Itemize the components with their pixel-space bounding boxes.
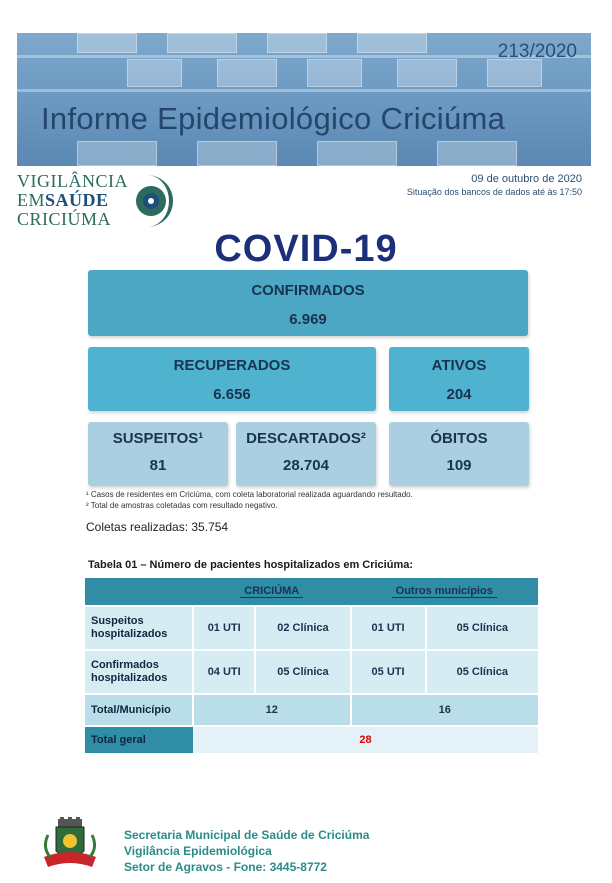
row-label-suspeitos: Suspeitos hospitalizados — [85, 606, 193, 650]
database-status: Situação dos bancos de dados até às 17:50 — [406, 187, 582, 197]
municipal-coat-of-arms-icon — [40, 817, 100, 873]
header-banner — [17, 33, 591, 166]
report-title: Informe Epidemiológico Criciúma — [41, 101, 506, 136]
edition-number: 213/2020 — [497, 41, 577, 62]
table-cell: 05 UTI — [351, 650, 426, 694]
header-criciuma: CRICIÚMA — [193, 578, 351, 606]
table-row-geral — [85, 726, 538, 754]
card-label: SUSPEITOS¹ — [112, 430, 204, 447]
footer-line-3: Setor de Agravos - Fone: 3445-8772 — [124, 860, 327, 874]
table-header-row — [85, 578, 538, 606]
table-title: Tabela 01 – Número de pacientes hospitalizados em Criciúma: — [88, 559, 414, 571]
footer-line-1: Secretaria Municipal de Saúde de Criciúma — [124, 828, 370, 842]
table-row — [85, 606, 538, 650]
table-row-total — [85, 694, 538, 726]
card-value: 28.704 — [283, 457, 329, 474]
footnote-2: ² Total de amostras coletadas com resultado negativo. — [86, 501, 278, 510]
row-label-geral: Total geral — [85, 726, 193, 754]
table-row — [85, 650, 538, 694]
report-date — [407, 173, 582, 197]
card-descartados — [236, 422, 376, 486]
table-cell: 05 Clínica — [426, 606, 538, 650]
coletas-realizadas: Coletas realizadas: 35.754 — [86, 520, 229, 534]
row-label-total: Total/Município — [85, 694, 193, 726]
total-outros: 16 — [351, 694, 539, 726]
total-criciuma: 12 — [193, 694, 351, 726]
date-main: 09 de outubro de 2020 — [471, 173, 582, 185]
hospitalized-table — [85, 578, 538, 755]
header-empty — [85, 578, 193, 606]
card-value: 204 — [446, 386, 472, 403]
footer-line-2: Vigilância Epidemiológica — [124, 844, 272, 858]
table-cell: 04 UTI — [193, 650, 255, 694]
card-label: DESCARTADOS² — [246, 430, 366, 447]
card-confirmados — [88, 270, 528, 336]
footnote-1: ¹ Casos de residentes em Criciúma, com coleta laboratorial realizada aguardando resultado. — [86, 490, 413, 499]
vigilancia-logo — [17, 170, 167, 232]
card-label: CONFIRMADOS — [251, 282, 365, 299]
card-value: 6.969 — [289, 311, 327, 328]
card-suspeitos — [88, 422, 228, 486]
total-geral-value: 28 — [193, 726, 538, 754]
footer-info — [124, 827, 369, 875]
table-cell: 01 UTI — [193, 606, 255, 650]
card-recuperados — [88, 347, 376, 411]
card-value: 109 — [446, 457, 472, 474]
table-cell: 05 Clínica — [426, 650, 538, 694]
row-label-confirmados: Confirmados hospitalizados — [85, 650, 193, 694]
logo-line-1: VIGILÂNCIA — [17, 171, 128, 191]
card-value: 6.656 — [213, 386, 251, 403]
table-cell: 01 UTI — [351, 606, 426, 650]
table-cell: 05 Clínica — [255, 650, 350, 694]
table-cell: 02 Clínica — [255, 606, 350, 650]
card-label: ATIVOS — [431, 357, 487, 374]
logo-line-3: CRICIÚMA — [17, 209, 112, 229]
card-ativos — [389, 347, 529, 411]
header-outros: Outros municípios — [351, 578, 539, 606]
card-label: RECUPERADOS — [173, 357, 291, 374]
logo-line-2: EMSAÚDE — [17, 190, 109, 210]
card-obitos — [389, 422, 529, 486]
card-label: ÓBITOS — [430, 430, 488, 447]
footnotes — [86, 489, 413, 511]
logo-emblem-icon — [127, 173, 177, 229]
card-value: 81 — [149, 457, 167, 474]
covid-heading: COVID-19 — [214, 228, 398, 270]
